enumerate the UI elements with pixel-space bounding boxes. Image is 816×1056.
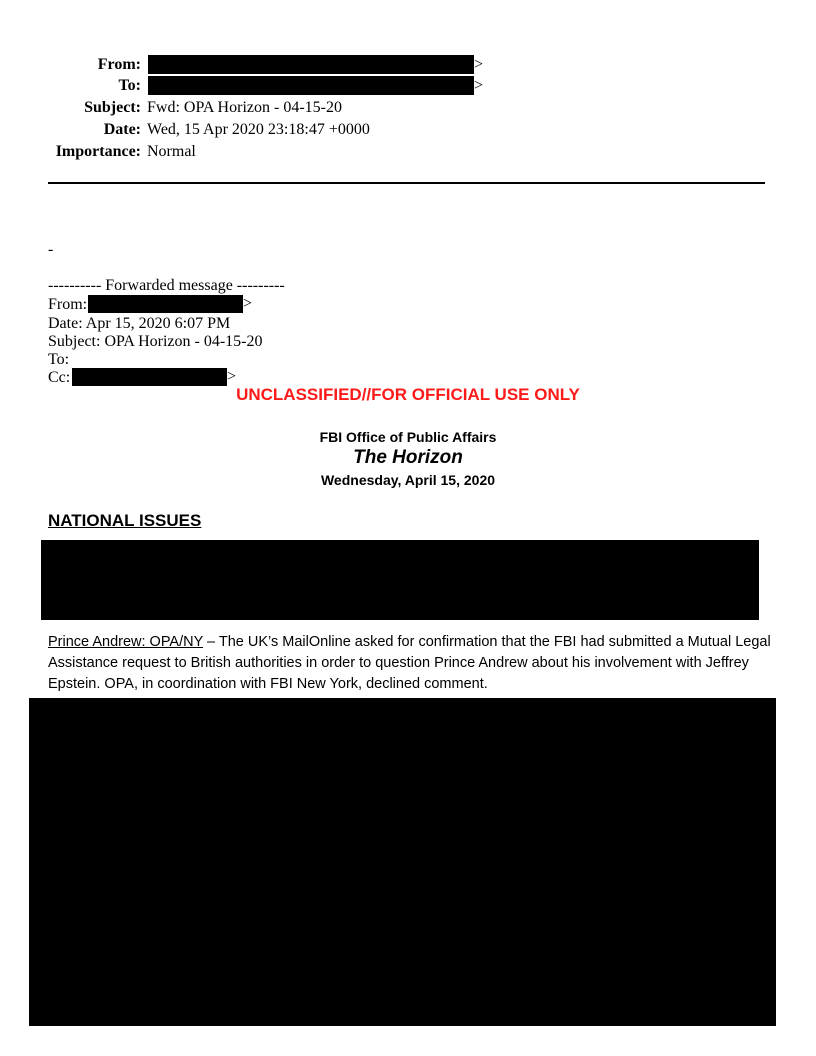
header-divider [48, 182, 765, 184]
fwd-date: Date: Apr 15, 2020 6:07 PM [48, 315, 231, 332]
classification-banner: UNCLASSIFIED//FOR OFFICIAL USE ONLY [236, 385, 580, 404]
date-label: Date: [103, 121, 141, 138]
section-heading: NATIONAL ISSUES [48, 511, 202, 530]
fwd-cc-label: Cc: [48, 369, 71, 386]
dash-line: - [48, 241, 54, 258]
to-suffix: > [474, 77, 484, 94]
from-label: From: [97, 56, 141, 73]
from-suffix: > [474, 56, 484, 73]
redaction-block [148, 55, 474, 74]
news-item-text: – The UK’s MailOnline asked for confirmation that the FBI had submitted a Mutual Legal Assistance request to British authorities in order to question Prince Andrew about his involvement with Jeffrey Epstein. OPA, in coordination with FBI New York, declined comment. [48, 634, 771, 692]
date-value: Wed, 15 Apr 2020 23:18:47 +0000 [147, 121, 370, 138]
subject-label: Subject: [84, 99, 141, 116]
importance-label: Importance: [55, 143, 141, 160]
importance-value: Normal [147, 143, 196, 160]
office-name: FBI Office of Public Affairs [319, 429, 497, 445]
fwd-from-label: From: [48, 296, 88, 313]
redaction-block [148, 76, 474, 95]
news-item [48, 632, 778, 695]
newsletter-date: Wednesday, April 15, 2020 [320, 472, 496, 488]
forwarded-banner: ---------- Forwarded message --------- [48, 277, 285, 294]
newsletter-title: The Horizon [353, 447, 463, 468]
fwd-from-suffix: > [243, 295, 253, 312]
fwd-subject: Subject: OPA Horizon - 04-15-20 [48, 333, 263, 350]
subject-value: Fwd: OPA Horizon - 04-15-20 [147, 99, 342, 116]
redaction-block [29, 698, 776, 1026]
news-item-lead: Prince Andrew: OPA/NY [48, 634, 204, 650]
redaction-block [41, 540, 759, 620]
to-label: To: [118, 77, 141, 94]
fwd-cc-suffix: > [227, 368, 237, 385]
fwd-to-label: To: [48, 351, 70, 368]
redaction-block [88, 295, 243, 313]
redaction-block [72, 368, 227, 386]
